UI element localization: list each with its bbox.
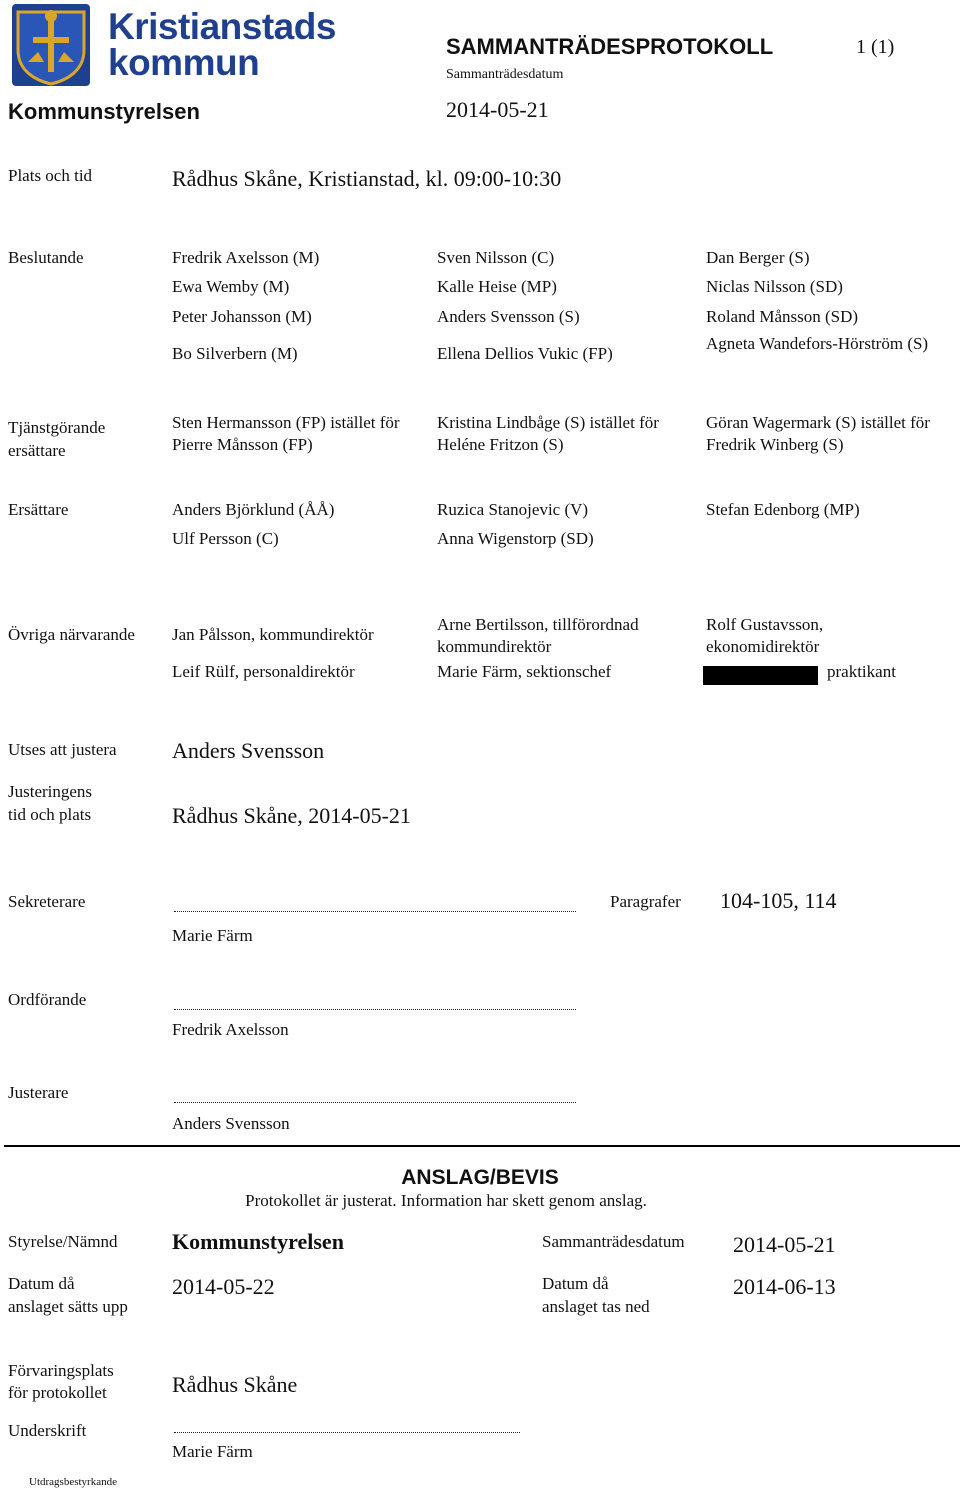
justeringens-label-line1: Justeringens [8, 782, 93, 801]
section-divider [4, 1145, 960, 1147]
beslutande-name: Kalle Heise (MP) [437, 277, 557, 296]
ovriga-name: Rolf Gustavsson, ekonomidirektör [706, 615, 824, 656]
coat-of-arms-icon [8, 2, 94, 88]
upp-label-line2: anslaget sätts upp [8, 1297, 128, 1316]
tjanstgorande-entry: Sten Hermansson (FP) istället för Pierre Månsson (FP) [172, 413, 400, 454]
beslutande-name: Niclas Nilsson (SD) [706, 277, 843, 296]
ovriga-label: Övriga närvarande [8, 625, 135, 644]
styrelse-label: Styrelse/Nämnd [8, 1232, 118, 1251]
justeringens-value: Rådhus Skåne, 2014-05-21 [172, 803, 411, 828]
place-time-value: Rådhus Skåne, Kristianstad, kl. 09:00-10:30 [172, 166, 562, 191]
justerare-label: Justerare [8, 1083, 69, 1102]
beslutande-name: Roland Månsson (SD) [706, 307, 859, 326]
ovriga-name: Marie Färm, sektionschef [437, 662, 612, 681]
beslutande-name: Peter Johansson (M) [172, 307, 312, 326]
ersattare-name: Ruzica Stanojevic (V) [437, 500, 589, 519]
logo-text-line1: Kristianstads [108, 6, 336, 47]
redacted-name [703, 666, 818, 685]
justeringens-label-line2: tid och plats [8, 805, 92, 824]
signature-line [174, 1102, 576, 1103]
beslutande-name: Ewa Wemby (M) [172, 277, 290, 296]
anslag-datum-value: 2014-05-21 [733, 1232, 836, 1257]
signature-line [174, 1432, 520, 1433]
ovriga-name: Jan Pålsson, kommundirektör [172, 625, 374, 644]
forvaring-label-line2: för protokollet [8, 1383, 107, 1402]
styrelse-value: Kommunstyrelsen [172, 1229, 344, 1254]
ersattare-label: Ersättare [8, 500, 69, 519]
ovriga-name: Leif Rülf, personaldirektör [172, 662, 355, 681]
underskrift-name: Marie Färm [172, 1442, 253, 1461]
beslutande-name: Dan Berger (S) [706, 248, 810, 267]
meeting-date: 2014-05-21 [446, 97, 549, 122]
beslutande-name: Anders Svensson (S) [437, 307, 580, 326]
forvaring-value: Rådhus Skåne [172, 1372, 298, 1397]
page-number: 1 (1) [856, 36, 895, 58]
justera-value: Anders Svensson [172, 738, 325, 763]
beslutande-name: Fredrik Axelsson (M) [172, 248, 320, 267]
anslag-title: ANSLAG/BEVIS [401, 1166, 559, 1189]
logo-text-line2: kommun [108, 42, 260, 83]
ersattare-name: Ulf Persson (C) [172, 529, 279, 548]
paragrafer-label: Paragrafer [610, 892, 681, 911]
ordforande-label: Ordförande [8, 990, 87, 1009]
ordforande-name: Fredrik Axelsson [172, 1020, 289, 1039]
signature-line [174, 1009, 576, 1010]
beslutande-name: Sven Nilsson (C) [437, 248, 555, 267]
beslutande-name: Bo Silverbern (M) [172, 344, 298, 363]
upp-value: 2014-05-22 [172, 1274, 275, 1299]
ersattare-name: Stefan Edenborg (MP) [706, 500, 860, 519]
ersattare-name: Anders Björklund (ÅÅ) [172, 500, 335, 519]
sekreterare-label: Sekreterare [8, 892, 86, 911]
beslutande-label: Beslutande [8, 248, 84, 267]
meeting-date-label: Sammanträdesdatum [446, 67, 564, 82]
beslutande-name: Agneta Wandefors-Hörström (S) [706, 334, 929, 353]
ovriga-name: Arne Bertilsson, tillförordnad kommundirektör [437, 615, 639, 656]
ned-value: 2014-06-13 [733, 1274, 836, 1299]
organ-name: Kommunstyrelsen [8, 99, 200, 124]
signature-line [174, 911, 576, 912]
upp-label-line1: Datum då [8, 1274, 75, 1293]
logo [8, 2, 336, 88]
ned-label-line1: Datum då [542, 1274, 609, 1293]
beslutande-name: Ellena Dellios Vukic (FP) [437, 344, 613, 363]
ovriga-name: praktikant [827, 662, 896, 681]
tjanstgorande-label-line1: Tjänstgörande [8, 418, 106, 437]
document-title: SAMMANTRÄDESPROTOKOLL [446, 34, 774, 59]
tjanstgorande-entry: Kristina Lindbåge (S) istället för Heléne Fritzon (S) [437, 413, 659, 454]
footer-label: Utdragsbestyrkande [29, 1476, 117, 1488]
sekreterare-name: Marie Färm [172, 926, 253, 945]
anslag-subtitle: Protokollet är justerat. Information har skett genom anslag. [245, 1191, 647, 1210]
anslag-datum-label: Sammanträdesdatum [542, 1232, 685, 1251]
forvaring-label-line1: Förvaringsplats [8, 1361, 114, 1380]
paragrafer-value: 104-105, 114 [720, 888, 837, 913]
justerare-name: Anders Svensson [172, 1114, 290, 1133]
ned-label-line2: anslaget tas ned [542, 1297, 650, 1316]
underskrift-label: Underskrift [8, 1421, 87, 1440]
tjanstgorande-label-line2: ersättare [8, 441, 66, 460]
ersattare-name: Anna Wigenstorp (SD) [437, 529, 594, 548]
place-time-label: Plats och tid [8, 166, 93, 185]
tjanstgorande-entry: Göran Wagermark (S) istället för Fredrik Winberg (S) [706, 413, 930, 454]
justera-label: Utses att justera [8, 740, 117, 759]
